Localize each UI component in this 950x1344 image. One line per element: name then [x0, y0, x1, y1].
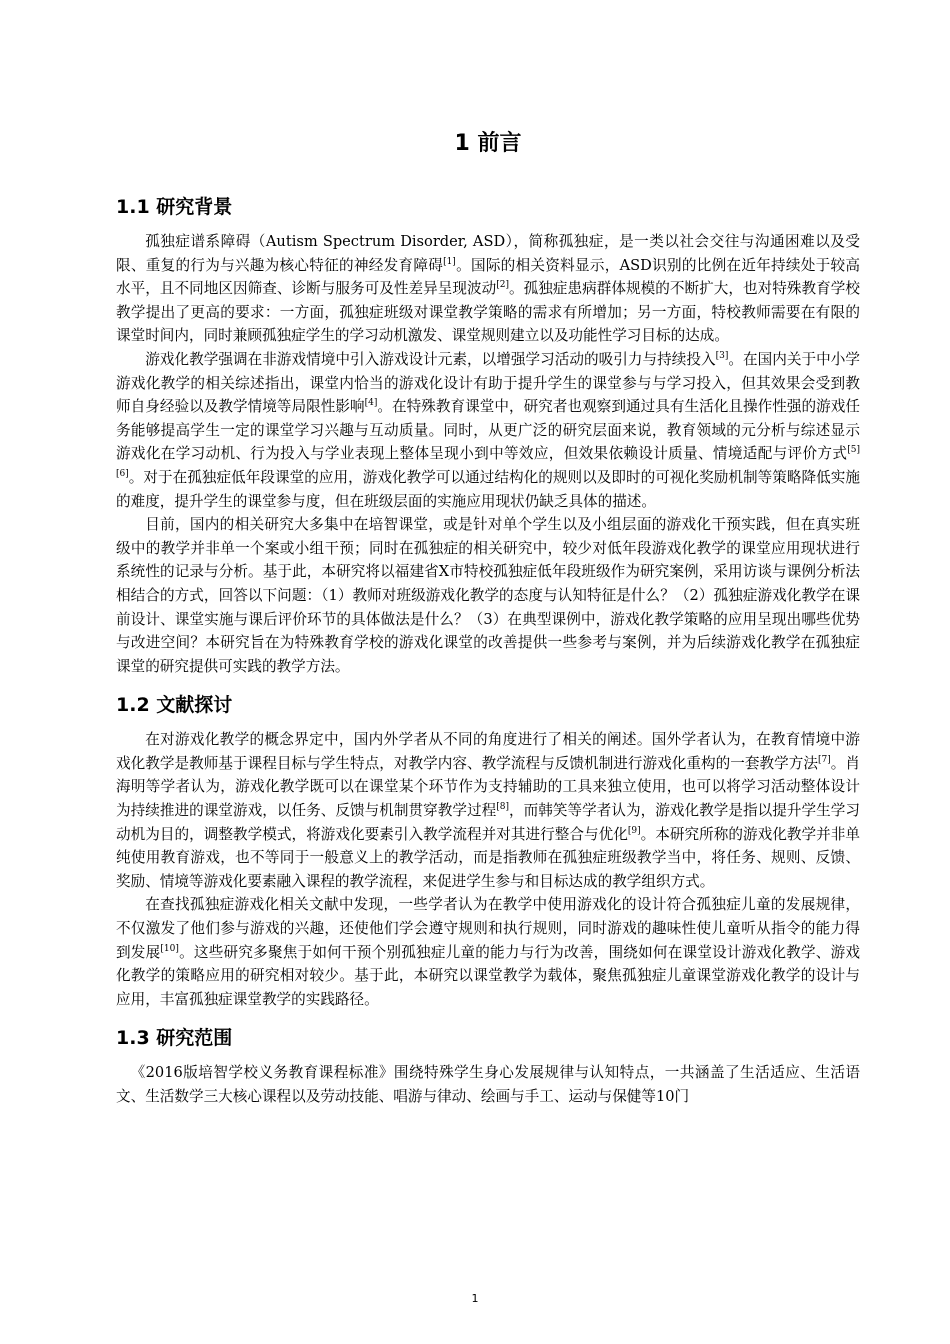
paragraph-text: 。肖海明等学者认为，游戏化教学既可以在课堂某个环节作为支持辅助的工具来独立使用，也可以将学习活动整体设计为持续推进的课堂游戏，以任务、反馈与机制贯穿教学过程 — [116, 754, 860, 820]
paragraph-text: 。孤独症患病群体规模的不断扩大，也对特殊教育学校教学提出了更高的要求：一方面，孤独症班级对课堂教学策略的需求有所增加；另一方面，特校教师需要在有限的课堂时间内，同时兼顾孤独症学生的学习动机激发、课堂规则建立以及功能性学习目标的达成。 — [116, 280, 860, 345]
paragraph-text: 在对游戏化教学的概念界定中，国内外学者从不同的角度进行了相关的阐述。国外学者认为，在教育情境中游戏化教学是教师基于课程目标与学生特点，对教学内容、教学流程与反馈机制进行游戏化重构的一套教学方法 — [116, 731, 860, 772]
citation-marker: [1] — [443, 256, 456, 267]
paragraph-text: 《2016版培智学校义务教育课程标准》围绕特殊学生身心发展规律与认知特点，一共涵盖了生活适应、生活语文、生活数学三大核心课程以及劳动技能、唱游与律动、绘画与手工、运动与保健等10门 — [116, 1064, 860, 1105]
paragraph — [116, 348, 860, 513]
paragraph — [116, 230, 860, 348]
citation-marker: [8] — [496, 802, 509, 813]
paragraph — [116, 1061, 860, 1108]
paragraph-text: 。国际的相关资料显示，ASD识别的比例在近年持续处于较高水平，且不同地区因筛查、诊断与服务可及性差异呈现波动 — [116, 256, 860, 298]
paragraph — [116, 893, 860, 1011]
paragraph-text: 在查找孤独症游戏化相关文献中发现，一些学者认为在教学中使用游戏化的设计符合孤独症儿童的发展规律，不仅激发了他们参与游戏的兴趣，还使他们学会遵守规则和执行规则，同时游戏的趣味性使儿童听从指令的能力得到发展 — [116, 896, 860, 961]
page-title: 1 前言 — [454, 131, 522, 156]
paragraph-text: 孤独症谱系障碍（Autism Spectrum Disorder, ASD），简称孤独症，是一类以社会交往与沟通困难以及受限、重复的行为与兴趣为核心特征的神经发育障碍 — [116, 233, 860, 274]
paragraph-text: 游戏化教学强调在非游戏情境中引入游戏设计元素，以增强学习活动的吸引力与持续投入 — [145, 350, 716, 368]
section-heading-background: 1.1 研究背景 — [116, 196, 233, 218]
paragraph-text: 。在国内关于中小学游戏化教学的相关综述指出，课堂内恰当的游戏化设计有助于提升学生的课堂参与与学习投入，但其效果会受到教师自身经验以及教学情境等局限性影响 — [116, 350, 860, 416]
paragraph-text: 。本研究所称的游戏化教学并非单纯使用教育游戏，也不等同于一般意义上的教学活动，而是指教师在孤独症班级教学当中，将任务、规则、反馈、奖励、情境等游戏化要素融入课程的教学流程，来促进学生参与和目标达成的教学组织方式。 — [116, 825, 860, 890]
paragraph-text: 。对于在孤独症低年段课堂的应用，游戏化教学可以通过结构化的规则以及即时的可视化奖励机制等策略降低实施的难度，提升学生的课堂参与度，但在班级层面的实施应用现状仍缺乏具体的描述。 — [116, 468, 860, 510]
citation-marker: [7] — [817, 755, 831, 766]
section-heading-scope: 1.3 研究范围 — [116, 1027, 233, 1050]
paragraph-text: ，而韩笑等学者认为，游戏化教学是指以提升学生学习动机为目的，调整教学模式，将游戏化要素引入教学流程并对其进行整合与优化 — [116, 802, 860, 843]
citation-marker: [3] — [715, 351, 729, 362]
page-content — [116, 120, 860, 1109]
section-heading-literature: 1.2 文献探讨 — [116, 694, 233, 717]
citation-marker: [2] — [496, 280, 509, 291]
paragraph — [116, 728, 860, 893]
paragraph-text: 目前，国内的相关研究大多集中在培智课堂，或是针对单个学生以及小组层面的游戏化干预实践，但在真实班级中的教学并非单一个案或小组干预；同时在孤独症的相关研究中，较少对低年段游戏化教学的课堂应用现状进行系统性的记录与分析。基于此，本研究将以福建省X市特校孤独症低年段班级作为研究案例，采用访谈与课例分析法相结合的方式，回答以下问题：（1）教师对班级游戏化教学的态度与认知特征是什么？（2）孤独症游戏化教学在课前设计、课堂实施与课后评价环节的具体做法是什么？（3）在典型课例中，游戏化教学策略的应用呈现出哪些优势与改进空间？本研究旨在为特殊教育学校的游戏化课堂的改善提供一些参考与案例，并为后续游戏化教学在孤独症课堂的研究提供可实践的教学方法。 — [116, 516, 860, 675]
paragraph-text: 。这些研究多聚焦于如何干预个别孤独症儿童的能力与行为改善，围绕如何在课堂设计游戏化教学、游戏化教学的策略应用的研究相对较少。基于此，本研究以课堂教学为载体，聚焦孤独症儿童课堂游戏化教学的设计与应用，丰富孤独症课堂教学的实践路径。 — [116, 943, 860, 1008]
paragraph — [116, 513, 860, 678]
paragraph-text: 。在特殊教育课堂中，研究者也观察到通过具有生活化且操作性强的游戏任务能够提高学生一定的课堂学习兴趣与互动质量。同时，从更广泛的研究层面来说，教育领域的元分析与综述显示游戏化在学习动机、行为投入与学业表现上整体呈现小到中等效应，但效果依赖设计质量、情境适配与评价方式 — [116, 398, 860, 463]
citation-marker: [10] — [160, 943, 179, 954]
citation-marker: [9] — [627, 825, 641, 836]
page-number: 1 — [471, 1292, 479, 1305]
citation-marker: [4] — [364, 398, 378, 409]
citation-marker: [5][6] — [116, 445, 860, 480]
